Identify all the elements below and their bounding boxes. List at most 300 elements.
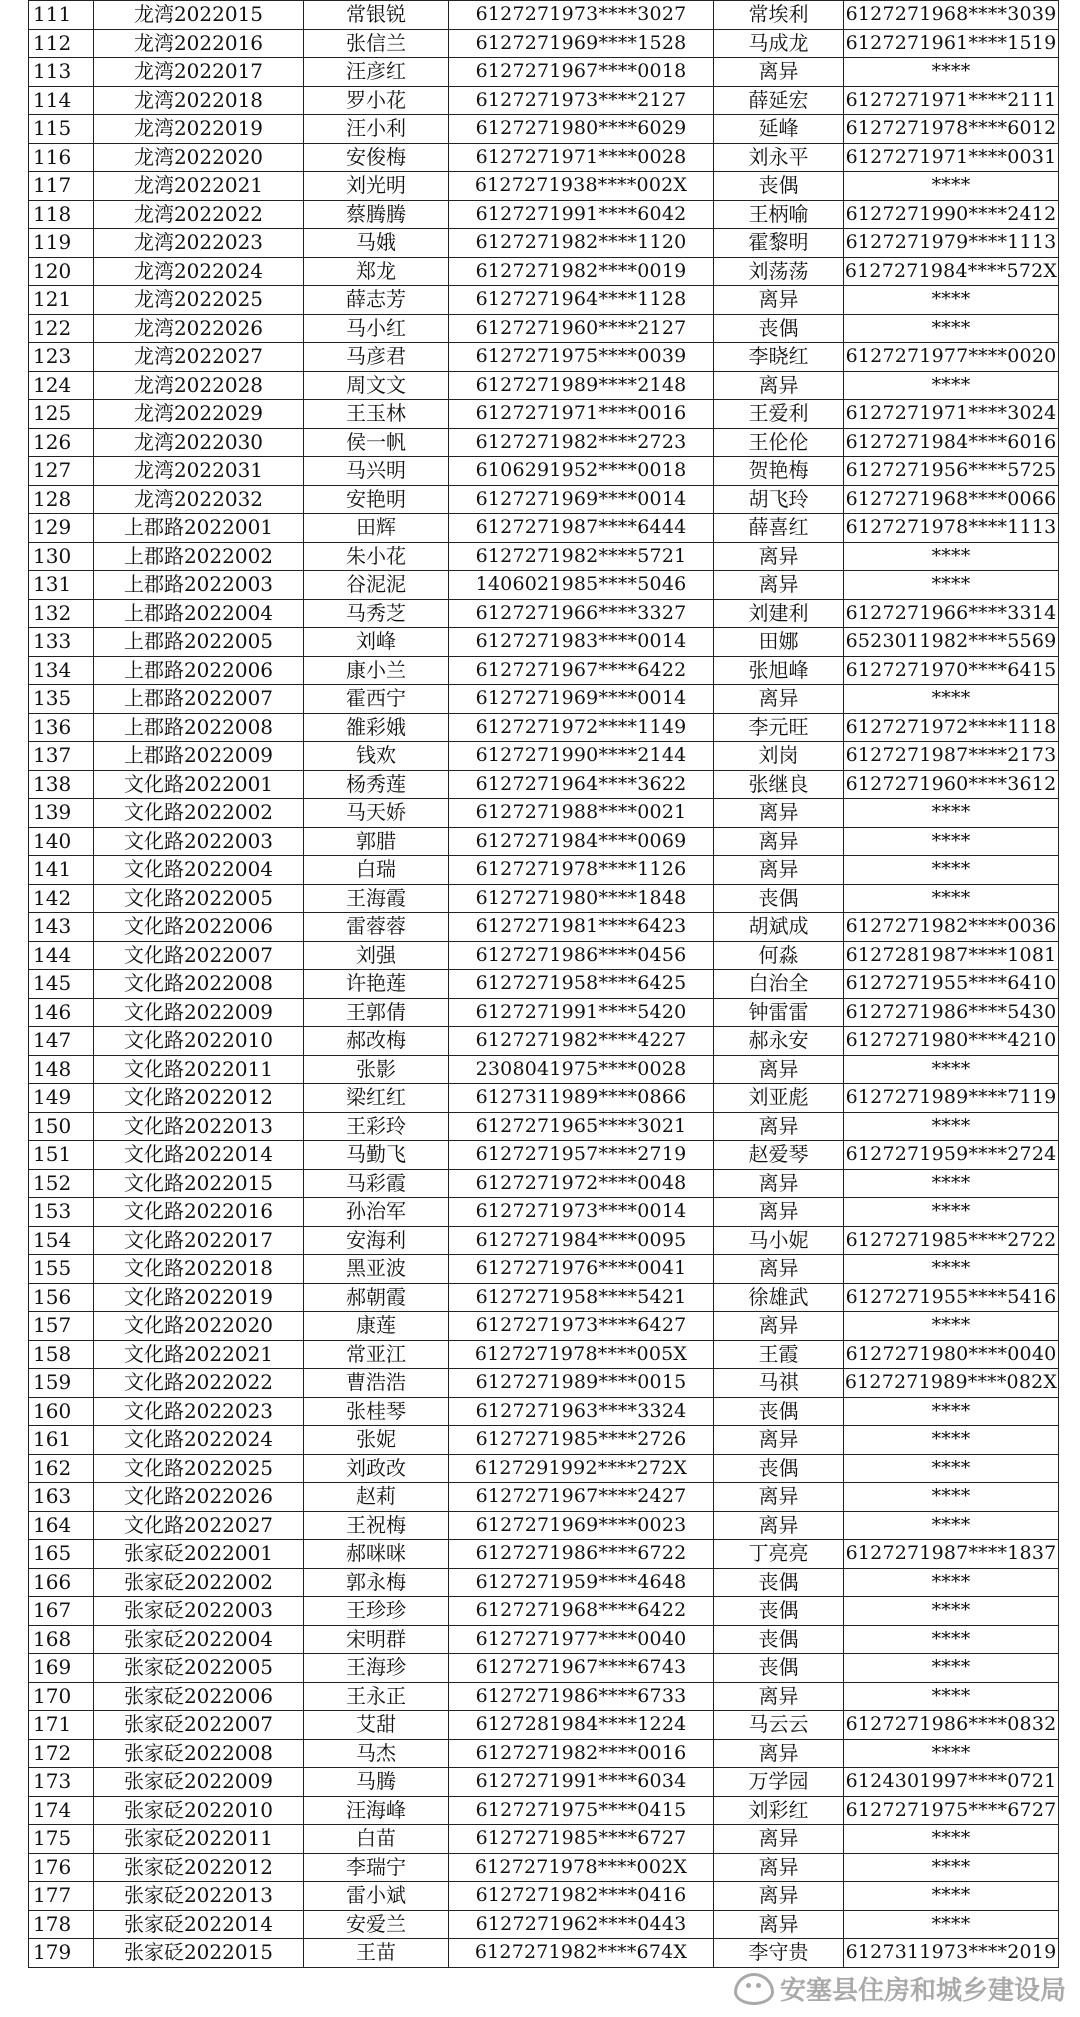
application-code-cell: 文化路2022020 [94,1312,304,1341]
application-code-cell: 龙湾2022025 [94,286,304,315]
table-row [29,1568,1059,1597]
applicant-id-number-cell: 6127271964****3622 [449,770,714,799]
spouse-id-number-cell: **** [844,1483,1059,1512]
spouse-id-number-cell: **** [844,314,1059,343]
row-number-cell: 116 [29,143,94,172]
applicant-name-cell: 雷蓉蓉 [304,913,449,942]
row-number-cell: 129 [29,514,94,543]
table-row [29,1739,1059,1768]
applicant-id-number-cell: 6127271968****6422 [449,1597,714,1626]
table-row [29,143,1059,172]
applicant-id-number-cell: 6127271982****1120 [449,229,714,258]
applicant-table-container [28,0,1058,1968]
applicant-id-number-cell: 6127271971****0028 [449,143,714,172]
table-row [29,200,1059,229]
applicant-id-number-cell: 6127271982****0416 [449,1882,714,1911]
row-number-cell: 124 [29,371,94,400]
spouse-id-number-cell: **** [844,1255,1059,1284]
table-row [29,1369,1059,1398]
row-number-cell: 171 [29,1711,94,1740]
applicant-id-number-cell: 6127271986****0456 [449,941,714,970]
table-row [29,742,1059,771]
applicant-id-number-cell: 6127271982****4227 [449,1027,714,1056]
spouse-id-number-cell: 6127271985****2722 [844,1226,1059,1255]
row-number-cell: 154 [29,1226,94,1255]
application-code-cell: 龙湾2022028 [94,371,304,400]
spouse-id-number-cell: 6127271984****6016 [844,428,1059,457]
spouse-or-status-cell: 丧偶 [714,314,844,343]
spouse-id-number-cell: 6523011982****5569 [844,628,1059,657]
application-code-cell: 文化路2022017 [94,1226,304,1255]
applicant-name-cell: 马杰 [304,1739,449,1768]
applicant-name-cell: 王海霞 [304,884,449,913]
spouse-id-number-cell: 6127271978****1113 [844,514,1059,543]
table-row [29,1910,1059,1939]
applicant-id-number-cell: 6127271964****1128 [449,286,714,315]
applicant-name-cell: 杨秀莲 [304,770,449,799]
spouse-or-status-cell: 胡飞玲 [714,485,844,514]
application-code-cell: 龙湾2022027 [94,343,304,372]
spouse-id-number-cell: **** [844,1853,1059,1882]
application-code-cell: 文化路2022023 [94,1397,304,1426]
applicant-id-number-cell: 6127271973****2127 [449,86,714,115]
row-number-cell: 158 [29,1340,94,1369]
application-code-cell: 龙湾2022030 [94,428,304,457]
row-number-cell: 166 [29,1568,94,1597]
spouse-or-status-cell: 离异 [714,371,844,400]
spouse-or-status-cell: 赵爱琴 [714,1141,844,1170]
table-row [29,1084,1059,1113]
application-code-cell: 龙湾2022026 [94,314,304,343]
application-code-cell: 上郡路2022001 [94,514,304,543]
row-number-cell: 141 [29,856,94,885]
spouse-or-status-cell: 刘永平 [714,143,844,172]
application-code-cell: 张家砭2022007 [94,1711,304,1740]
applicant-id-number-cell: 6127271977****0040 [449,1625,714,1654]
table-row [29,29,1059,58]
row-number-cell: 163 [29,1483,94,1512]
application-code-cell: 文化路2022006 [94,913,304,942]
application-code-cell: 龙湾2022032 [94,485,304,514]
spouse-id-number-cell: 6127271970****6415 [844,656,1059,685]
row-number-cell: 115 [29,115,94,144]
spouse-or-status-cell: 徐雄武 [714,1283,844,1312]
row-number-cell: 149 [29,1084,94,1113]
applicant-id-number-cell: 6127271969****0014 [449,685,714,714]
row-number-cell: 147 [29,1027,94,1056]
application-code-cell: 文化路2022016 [94,1198,304,1227]
application-code-cell: 龙湾2022016 [94,29,304,58]
application-code-cell: 龙湾2022021 [94,172,304,201]
applicant-name-cell: 王永正 [304,1682,449,1711]
applicant-name-cell: 霍西宁 [304,685,449,714]
application-code-cell: 张家砭2022012 [94,1853,304,1882]
row-number-cell: 131 [29,571,94,600]
spouse-id-number-cell: **** [844,1511,1059,1540]
application-code-cell: 龙湾2022029 [94,400,304,429]
spouse-id-number-cell: **** [844,856,1059,885]
spouse-or-status-cell: 刘岗 [714,742,844,771]
applicant-name-cell: 安爱兰 [304,1910,449,1939]
application-code-cell: 上郡路2022008 [94,713,304,742]
applicant-id-number-cell: 6106291952****0018 [449,457,714,486]
applicant-name-cell: 马勤飞 [304,1141,449,1170]
application-code-cell: 文化路2022005 [94,884,304,913]
spouse-or-status-cell: 李守贵 [714,1939,844,1968]
table-row [29,599,1059,628]
applicant-id-number-cell: 6127271989****0015 [449,1369,714,1398]
applicant-name-cell: 孙治军 [304,1198,449,1227]
spouse-id-number-cell: **** [844,1882,1059,1911]
table-row [29,1340,1059,1369]
applicant-name-cell: 曹浩浩 [304,1369,449,1398]
spouse-id-number-cell: 6127271986****5430 [844,998,1059,1027]
application-code-cell: 张家砭2022013 [94,1882,304,1911]
applicant-name-cell: 汪小利 [304,115,449,144]
applicant-name-cell: 张信兰 [304,29,449,58]
spouse-or-status-cell: 王伦伦 [714,428,844,457]
table-row [29,1483,1059,1512]
applicant-name-cell: 蔡腾腾 [304,200,449,229]
spouse-id-number-cell: 6127271990****2412 [844,200,1059,229]
applicant-name-cell: 马秀芝 [304,599,449,628]
row-number-cell: 160 [29,1397,94,1426]
spouse-id-number-cell: **** [844,827,1059,856]
spouse-or-status-cell: 离异 [714,542,844,571]
applicant-name-cell: 安艳明 [304,485,449,514]
applicant-name-cell: 罗小花 [304,86,449,115]
applicant-name-cell: 侯一帆 [304,428,449,457]
applicant-id-number-cell: 6127281984****1224 [449,1711,714,1740]
row-number-cell: 113 [29,58,94,87]
spouse-or-status-cell: 离异 [714,58,844,87]
applicant-id-number-cell: 6127271973****3027 [449,1,714,30]
spouse-id-number-cell: 6127271971****2111 [844,86,1059,115]
table-row [29,1055,1059,1084]
applicant-id-number-cell: 6127271975****0415 [449,1796,714,1825]
table-row [29,400,1059,429]
spouse-or-status-cell: 丧偶 [714,1654,844,1683]
application-code-cell: 龙湾2022019 [94,115,304,144]
spouse-id-number-cell: **** [844,1112,1059,1141]
spouse-or-status-cell: 离异 [714,1682,844,1711]
applicant-name-cell: 郭腊 [304,827,449,856]
spouse-id-number-cell: **** [844,799,1059,828]
applicant-name-cell: 田辉 [304,514,449,543]
applicant-name-cell: 朱小花 [304,542,449,571]
applicant-id-number-cell: 6127271978****1126 [449,856,714,885]
row-number-cell: 134 [29,656,94,685]
table-row [29,1768,1059,1797]
table-row [29,827,1059,856]
spouse-id-number-cell: 6127271956****5725 [844,457,1059,486]
spouse-or-status-cell: 薛延宏 [714,86,844,115]
applicant-id-number-cell: 6127271972****0048 [449,1169,714,1198]
spouse-id-number-cell: **** [844,1654,1059,1683]
table-row [29,1312,1059,1341]
applicant-name-cell: 马兴明 [304,457,449,486]
spouse-or-status-cell: 丁亮亮 [714,1540,844,1569]
spouse-id-number-cell: 6127271966****3314 [844,599,1059,628]
table-row [29,1939,1059,1968]
table-row [29,286,1059,315]
spouse-or-status-cell: 离异 [714,1739,844,1768]
spouse-or-status-cell: 白治全 [714,970,844,999]
row-number-cell: 170 [29,1682,94,1711]
spouse-or-status-cell: 胡斌成 [714,913,844,942]
table-row [29,856,1059,885]
application-code-cell: 文化路2022010 [94,1027,304,1056]
spouse-or-status-cell: 离异 [714,827,844,856]
table-row [29,998,1059,1027]
table-row [29,542,1059,571]
applicant-name-cell: 张影 [304,1055,449,1084]
spouse-or-status-cell: 丧偶 [714,884,844,913]
applicant-id-number-cell: 6127271971****0016 [449,400,714,429]
application-code-cell: 龙湾2022018 [94,86,304,115]
row-number-cell: 164 [29,1511,94,1540]
row-number-cell: 161 [29,1426,94,1455]
spouse-id-number-cell: **** [844,1910,1059,1939]
table-row [29,428,1059,457]
spouse-id-number-cell: **** [844,542,1059,571]
applicant-name-cell: 郝改梅 [304,1027,449,1056]
spouse-or-status-cell: 张继良 [714,770,844,799]
spouse-id-number-cell: 6127271955****6410 [844,970,1059,999]
spouse-or-status-cell: 马小妮 [714,1226,844,1255]
row-number-cell: 142 [29,884,94,913]
applicant-id-number-cell: 6127311989****0866 [449,1084,714,1113]
row-number-cell: 127 [29,457,94,486]
applicant-name-cell: 李瑞宁 [304,1853,449,1882]
spouse-or-status-cell: 何淼 [714,941,844,970]
spouse-or-status-cell: 马祺 [714,1369,844,1398]
applicant-id-number-cell: 6127271966****3327 [449,599,714,628]
spouse-id-number-cell: **** [844,172,1059,201]
row-number-cell: 165 [29,1540,94,1569]
application-code-cell: 张家砭2022006 [94,1682,304,1711]
row-number-cell: 146 [29,998,94,1027]
application-code-cell: 文化路2022018 [94,1255,304,1284]
application-code-cell: 张家砭2022002 [94,1568,304,1597]
applicant-name-cell: 梁红红 [304,1084,449,1113]
row-number-cell: 143 [29,913,94,942]
table-body [29,1,1059,1968]
applicant-id-number-cell: 6127271991****6034 [449,1768,714,1797]
application-code-cell: 张家砭2022005 [94,1654,304,1683]
spouse-or-status-cell: 离异 [714,286,844,315]
table-row [29,656,1059,685]
applicant-name-cell: 马天娇 [304,799,449,828]
table-row [29,1882,1059,1911]
watermark-text: 安塞县住房和城乡建设局 [779,1976,1066,2006]
spouse-id-number-cell: 6127281987****1081 [844,941,1059,970]
applicant-id-number-cell: 6127271982****5721 [449,542,714,571]
spouse-or-status-cell: 刘荡荡 [714,257,844,286]
table-row [29,115,1059,144]
applicant-id-number-cell: 6127271991****5420 [449,998,714,1027]
table-row [29,1,1059,30]
applicant-name-cell: 艾甜 [304,1711,449,1740]
applicant-name-cell: 郭永梅 [304,1568,449,1597]
application-code-cell: 上郡路2022009 [94,742,304,771]
table-row [29,1511,1059,1540]
spouse-or-status-cell: 离异 [714,685,844,714]
chat-bubble-icon [734,1973,774,2005]
row-number-cell: 139 [29,799,94,828]
row-number-cell: 168 [29,1625,94,1654]
application-code-cell: 龙湾2022015 [94,1,304,30]
applicant-id-number-cell: 6127271981****6423 [449,913,714,942]
table-row [29,1397,1059,1426]
application-code-cell: 上郡路2022007 [94,685,304,714]
row-number-cell: 140 [29,827,94,856]
applicant-id-number-cell: 6127271967****6422 [449,656,714,685]
spouse-or-status-cell: 离异 [714,1426,844,1455]
applicant-id-number-cell: 1406021985****5046 [449,571,714,600]
spouse-id-number-cell: 6127271968****3039 [844,1,1059,30]
spouse-id-number-cell: **** [844,1055,1059,1084]
spouse-id-number-cell: 6127271989****082X [844,1369,1059,1398]
spouse-or-status-cell: 钟雷雷 [714,998,844,1027]
applicant-name-cell: 王苗 [304,1939,449,1968]
row-number-cell: 172 [29,1739,94,1768]
application-code-cell: 张家砭2022014 [94,1910,304,1939]
applicant-name-cell: 雷小斌 [304,1882,449,1911]
row-number-cell: 175 [29,1825,94,1854]
row-number-cell: 135 [29,685,94,714]
table-row [29,1027,1059,1056]
applicant-name-cell: 郑龙 [304,257,449,286]
table-row [29,1825,1059,1854]
spouse-or-status-cell: 王霞 [714,1340,844,1369]
spouse-id-number-cell: 6127271982****0036 [844,913,1059,942]
spouse-id-number-cell: **** [844,1682,1059,1711]
table-row [29,1540,1059,1569]
row-number-cell: 162 [29,1454,94,1483]
applicant-id-number-cell: 6127271982****2723 [449,428,714,457]
spouse-or-status-cell: 王爱利 [714,400,844,429]
applicant-id-number-cell: 6127271982****674X [449,1939,714,1968]
row-number-cell: 118 [29,200,94,229]
applicant-id-number-cell: 6127271967****6743 [449,1654,714,1683]
spouse-or-status-cell: 刘彩红 [714,1796,844,1825]
application-code-cell: 张家砭2022001 [94,1540,304,1569]
applicant-name-cell: 郝咪咪 [304,1540,449,1569]
table-row [29,1454,1059,1483]
spouse-or-status-cell: 丧偶 [714,1568,844,1597]
spouse-or-status-cell: 李晓红 [714,343,844,372]
spouse-id-number-cell: **** [844,884,1059,913]
applicant-id-number-cell: 6127271982****0016 [449,1739,714,1768]
row-number-cell: 138 [29,770,94,799]
spouse-id-number-cell: 6127311973****2019 [844,1939,1059,1968]
spouse-or-status-cell: 刘建利 [714,599,844,628]
applicant-name-cell: 谷泥泥 [304,571,449,600]
spouse-or-status-cell: 常埃利 [714,1,844,30]
spouse-or-status-cell: 贺艳梅 [714,457,844,486]
table-row [29,884,1059,913]
applicant-id-number-cell: 6127271957****2719 [449,1141,714,1170]
spouse-id-number-cell: **** [844,685,1059,714]
applicant-name-cell: 张桂琴 [304,1397,449,1426]
application-code-cell: 龙湾2022020 [94,143,304,172]
applicant-name-cell: 常亚江 [304,1340,449,1369]
row-number-cell: 173 [29,1768,94,1797]
table-row [29,172,1059,201]
row-number-cell: 114 [29,86,94,115]
spouse-or-status-cell: 离异 [714,1882,844,1911]
applicant-name-cell: 薛志芳 [304,286,449,315]
row-number-cell: 174 [29,1796,94,1825]
application-code-cell: 张家砭2022008 [94,1739,304,1768]
applicant-id-number-cell: 6127271980****6029 [449,115,714,144]
row-number-cell: 179 [29,1939,94,1968]
spouse-id-number-cell: 6127271984****572X [844,257,1059,286]
applicant-id-number-cell: 6127271972****1149 [449,713,714,742]
table-row [29,685,1059,714]
applicant-id-number-cell: 6127271980****1848 [449,884,714,913]
applicant-id-number-cell: 2308041975****0028 [449,1055,714,1084]
applicant-name-cell: 马小红 [304,314,449,343]
table-row [29,371,1059,400]
applicant-id-number-cell: 6127271978****002X [449,1853,714,1882]
applicant-name-cell: 雒彩娥 [304,713,449,742]
table-row [29,257,1059,286]
spouse-or-status-cell: 离异 [714,799,844,828]
application-code-cell: 文化路2022024 [94,1426,304,1455]
applicant-id-number-cell: 6127271986****6722 [449,1540,714,1569]
spouse-id-number-cell: **** [844,1397,1059,1426]
row-number-cell: 128 [29,485,94,514]
row-number-cell: 120 [29,257,94,286]
applicant-id-number-cell: 6127271991****6042 [449,200,714,229]
table-row [29,1796,1059,1825]
table-row [29,229,1059,258]
spouse-or-status-cell: 丧偶 [714,1625,844,1654]
row-number-cell: 126 [29,428,94,457]
application-code-cell: 文化路2022009 [94,998,304,1027]
applicant-name-cell: 刘光明 [304,172,449,201]
spouse-or-status-cell: 离异 [714,1198,844,1227]
applicant-name-cell: 钱欢 [304,742,449,771]
application-code-cell: 上郡路2022004 [94,599,304,628]
application-code-cell: 文化路2022019 [94,1283,304,1312]
row-number-cell: 144 [29,941,94,970]
table-row [29,1112,1059,1141]
spouse-or-status-cell: 马云云 [714,1711,844,1740]
spouse-id-number-cell: 6127271986****0832 [844,1711,1059,1740]
applicant-name-cell: 常银锐 [304,1,449,30]
application-code-cell: 上郡路2022005 [94,628,304,657]
applicant-id-number-cell: 6127271958****6425 [449,970,714,999]
spouse-id-number-cell: 6127271980****0040 [844,1340,1059,1369]
row-number-cell: 119 [29,229,94,258]
applicant-name-cell: 黑亚波 [304,1255,449,1284]
application-code-cell: 上郡路2022006 [94,656,304,685]
applicant-name-cell: 郝朝霞 [304,1283,449,1312]
spouse-id-number-cell: 6127271989****7119 [844,1084,1059,1113]
applicant-name-cell: 汪彦红 [304,58,449,87]
spouse-id-number-cell: 6127271977****0020 [844,343,1059,372]
row-number-cell: 176 [29,1853,94,1882]
spouse-or-status-cell: 离异 [714,1055,844,1084]
applicant-name-cell: 王祝梅 [304,1511,449,1540]
row-number-cell: 122 [29,314,94,343]
spouse-id-number-cell: 6127271968****0066 [844,485,1059,514]
spouse-id-number-cell: **** [844,286,1059,315]
applicant-id-number-cell: 6127271969****1528 [449,29,714,58]
